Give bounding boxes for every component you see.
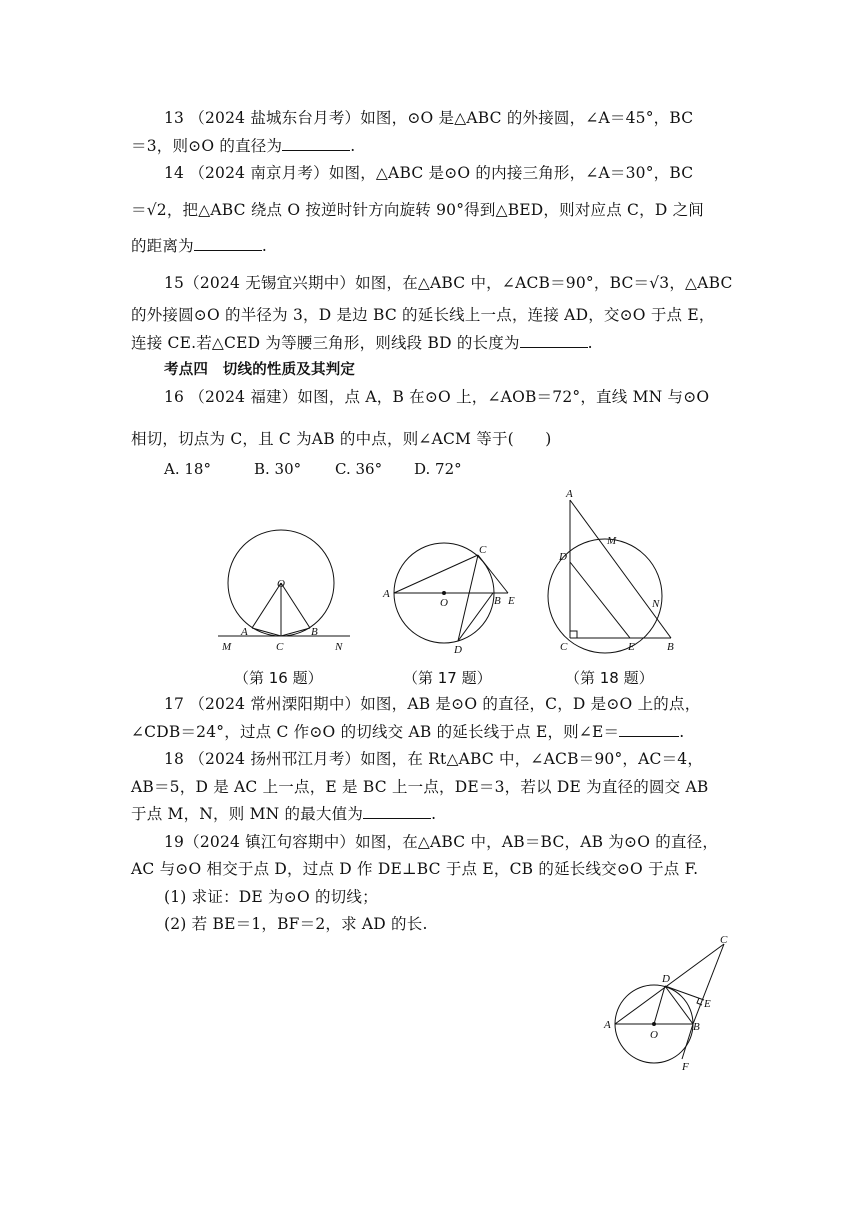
q16-option-c[interactable]: C. 36° xyxy=(335,460,383,478)
fig16-label-m: M xyxy=(222,641,232,653)
fig18-label-d: D xyxy=(559,551,567,563)
fig16-label-c: C xyxy=(276,641,284,653)
q19-line2: AC 与⊙O 相交于点 D，过点 D 作 DE⊥BC 于点 E，CB 的延长线交⊙O 于点 F. xyxy=(131,860,699,878)
figure-17 xyxy=(380,540,530,670)
fig19-label-a: A xyxy=(604,1019,611,1031)
fig19-label-o: O xyxy=(650,1029,658,1041)
fig19-label-c: C xyxy=(720,934,728,946)
figure-19 xyxy=(598,932,738,1072)
q18-line1: 18 （2024 扬州邗江月考）如图，在 Rt△ABC 中，∠ACB＝90°，AC＝4， xyxy=(164,750,704,768)
fig18-label-n: N xyxy=(652,598,660,610)
q19-line1: 19（2024 镇江句容期中）如图，在△ABC 中，AB＝BC，AB 为⊙O 的直径， xyxy=(164,833,719,851)
q14-answer-blank[interactable] xyxy=(194,236,262,251)
q16-option-d[interactable]: D. 72° xyxy=(414,460,462,478)
figure-18 xyxy=(545,488,695,658)
q18-line2: AB＝5，D 是 AC 上一点，E 是 BC 上一点，DE＝3，若以 DE 为直径的圆交 AB xyxy=(131,778,709,796)
q18-period: . xyxy=(431,805,437,823)
fig19-label-b: B xyxy=(693,1021,700,1033)
caption-q16: （第 16 题） xyxy=(234,669,323,687)
fig16-label-a: A xyxy=(241,626,248,638)
q14-line1: 14 （2024 南京月考）如图，△ABC 是⊙O 的内接三角形，∠A＝30°，BC xyxy=(164,164,694,182)
q18-line3 xyxy=(131,804,436,824)
q13-line1: 13 （2024 盐城东台月考）如图，⊙O 是△ABC 的外接圆，∠A＝45°，BC xyxy=(164,109,694,127)
fig17-label-a: A xyxy=(383,588,390,600)
fig17-label-b: B xyxy=(494,595,501,607)
fig16-label-o: O xyxy=(277,578,285,590)
fig17-label-c: C xyxy=(479,544,487,556)
q13-line2 xyxy=(131,136,355,156)
fig16-label-n: N xyxy=(335,641,343,653)
q17-line1: 17 （2024 常州溧阳期中）如图，AB 是⊙O 的直径，C，D 是⊙O 上的点， xyxy=(164,695,701,713)
q13-text: ＝3，则⊙O 的直径为 xyxy=(131,137,283,155)
q13-period: . xyxy=(350,137,356,155)
q16-line1: 16 （2024 福建）如图，点 A，B 在⊙O 上，∠AOB＝72°，直线 MN 与⊙O xyxy=(164,388,710,406)
caption-q17: （第 17 题） xyxy=(403,669,492,687)
fig18-label-e: E xyxy=(628,641,635,653)
fig18-label-c: C xyxy=(560,641,568,653)
section-heading: 考点四 切线的性质及其判定 xyxy=(164,362,356,378)
q18-text: 于点 M，N，则 MN 的最大值为 xyxy=(131,805,364,823)
q17-answer-blank[interactable] xyxy=(619,722,679,737)
fig19-label-f: F xyxy=(682,1061,689,1073)
fig17-label-e: E xyxy=(508,595,515,607)
q19-part2: (2) 若 BE＝1，BF＝2，求 AD 的长. xyxy=(164,915,428,933)
q15-line2: 的外接圆⊙O 的半径为 3，D 是边 BC 的延长线上一点，连接 AD，交⊙O 于点 E， xyxy=(131,306,715,324)
fig17-label-o: O xyxy=(440,597,448,609)
q14-line3 xyxy=(131,236,267,256)
fig18-label-a: A xyxy=(566,488,573,500)
q14-period: . xyxy=(261,237,267,255)
q13-answer-blank[interactable] xyxy=(282,136,350,151)
q16-option-a[interactable]: A. 18° xyxy=(164,460,211,478)
q16-line2: 相切，切点为 C，且 C 为AB 的中点，则∠ACM 等于( ) xyxy=(131,430,552,448)
q17-period: . xyxy=(679,723,685,741)
q18-answer-blank[interactable] xyxy=(363,804,431,819)
fig16-label-b: B xyxy=(311,626,318,638)
q15-line1: 15（2024 无锡宜兴期中）如图，在△ABC 中，∠ACB＝90°，BC＝√3，△ABC xyxy=(164,274,733,292)
q16-option-b[interactable]: B. 30° xyxy=(254,460,302,478)
caption-q18: （第 18 题） xyxy=(565,669,654,687)
fig18-label-m: M xyxy=(607,535,617,547)
q15-answer-blank[interactable] xyxy=(520,333,588,348)
q17-line2 xyxy=(131,722,684,742)
q17-text: ∠CDB＝24°，过点 C 作⊙O 的切线交 AB 的延长线于点 E，则∠E＝ xyxy=(131,723,620,741)
fig19-label-d: D xyxy=(662,973,670,985)
q19-part1: (1) 求证：DE 为⊙O 的切线； xyxy=(164,888,378,906)
q15-period: . xyxy=(587,334,593,352)
q14-text: 的距离为 xyxy=(131,237,194,255)
q15-text: 连接 CE.若△CED 为等腰三角形，则线段 BD 的长度为 xyxy=(131,334,520,352)
fig17-label-d: D xyxy=(454,644,462,656)
q15-line3 xyxy=(131,333,593,353)
fig19-label-e: E xyxy=(704,998,711,1010)
q14-line2: ＝√2，把△ABC 绕点 O 按逆时针方向旋转 90°得到△BED，则对应点 C，D 之间 xyxy=(131,201,704,219)
fig18-label-b: B xyxy=(667,641,674,653)
